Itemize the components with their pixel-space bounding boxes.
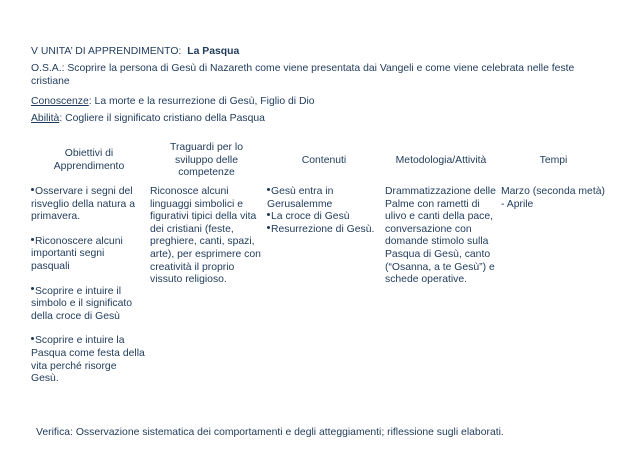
header-obiettivi: Obiettivi di Apprendimento: [53, 148, 125, 172]
contenuto-item: Resurrezione di Gesù.: [267, 224, 380, 237]
table-row: [30, 186, 608, 386]
header-traguardi: Traguardi per lo sviluppo delle competenze: [170, 142, 243, 179]
verifica-line: Verifica: Osservazione sistematica dei comportamenti e degli atteggiamenti; riflessione sugli elaborati.: [36, 427, 504, 438]
bullet-icon: [31, 337, 34, 340]
metodologia-cell: Drammatizzazione delle Palme con rametti di ulivo e canti della pace, conversazione con domande stimolo sulla Pasqua di Gesù, canto (“Osanna, a te Gesù”) e schede operative.: [385, 186, 496, 286]
unit-title-prefix: V UNITA’ DI APPRENDIMENTO:: [31, 46, 182, 57]
unit-title-name: La Pasqua: [187, 46, 240, 57]
learning-unit-table: [30, 136, 608, 386]
abilita-label: Abilità: [31, 113, 60, 124]
osa-statement: O.S.A.: Scoprire la persona di Gesù di Nazareth come viene presentata dai Vangeli e come viene celebrata nelle feste cristiane: [31, 63, 575, 87]
unit-title: [31, 45, 239, 58]
bullet-icon: [267, 188, 270, 191]
conoscenze-text: : La morte e la resurrezione di Gesù, Figlio di Dio: [88, 96, 315, 107]
header-tempi: Tempi: [539, 154, 568, 166]
table-header-row: [30, 136, 608, 186]
obiettivo-item: Riconoscere alcuni importanti segni pasquali: [31, 235, 123, 272]
conoscenze-line: [31, 95, 315, 108]
conoscenze-label: Conoscenze: [31, 96, 89, 107]
bullet-icon: [267, 213, 270, 216]
obiettivo-item: Scoprire e intuire la Pasqua come festa della vita perché risorge Gesù.: [31, 335, 145, 385]
contenuto-item: Gesù entra in Gerusalemme: [267, 186, 334, 210]
bullet-icon: [267, 226, 270, 229]
traguardi-cell: Riconosce alcuni linguaggi simbolici e figurativi tipici della vita dei cristiani (feste, preghiere, canti, spazi, arte), per esprimere con creatività il proprio vissuto religioso.: [150, 186, 261, 286]
obiettivo-item: Osservare i segni del risveglio della natura a primavera.: [31, 186, 135, 223]
header-metodologia: Metodologia/Attività: [395, 154, 487, 166]
bullet-icon: [31, 238, 34, 241]
header-contenuti: Contenuti: [301, 154, 347, 166]
abilita-text: : Cogliere il significato cristiano della Pasqua: [59, 113, 265, 124]
tempi-cell: Marzo (seconda metà) - Aprile: [501, 186, 605, 210]
contenuti-cell: [265, 186, 383, 386]
bullet-icon: [31, 287, 34, 290]
contenuto-item: La croce di Gesù: [267, 211, 380, 224]
abilita-line: [31, 112, 265, 125]
bullet-icon: [31, 188, 34, 191]
obiettivi-cell: [30, 186, 148, 386]
obiettivo-item: Scoprire e intuire il simbolo e il significato della croce di Gesù: [31, 285, 133, 322]
